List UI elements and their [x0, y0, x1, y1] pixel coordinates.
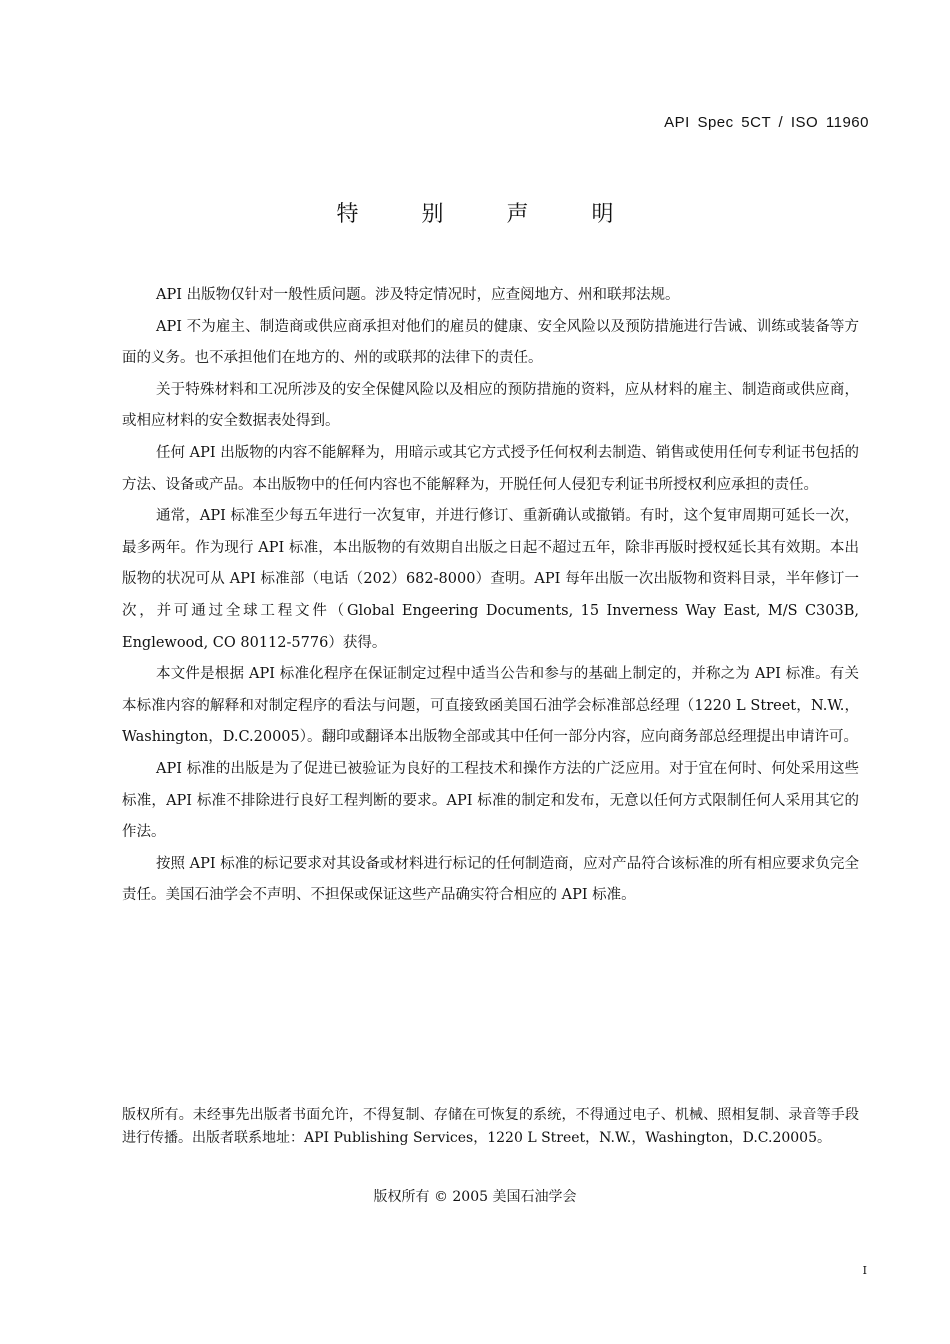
document-reference: API Spec 5CT / ISO 11960 [664, 114, 869, 131]
paragraph-marking-responsibility: 按照 API 标准的标记要求对其设备或材料进行标记的任何制造商，应对产品符合该标准的所有相应要求负完全责任。美国石油学会不声明、不担保或保证这些产品确实符合相应的 API 标准。 [122, 855, 859, 904]
page-title: 特 别 声 明 [336, 202, 642, 227]
paragraph-regulations: API 出版物仅针对一般性质问题。涉及特定情况时，应查阅地方、州和联邦法规。 [156, 287, 680, 303]
paragraph-patent-rights: 任何 API 出版物的内容不能解释为，用暗示或其它方式授予任何权利去制造、销售或使用任何专利证书包括的方法、设备或产品。本出版物中的任何内容也不能解释为，开脱任何人侵犯专利证书所授权利应承担的责任。 [122, 444, 859, 493]
copyright-line: 版权所有 © 2005 美国石油学会 [373, 1189, 577, 1205]
statement-body [122, 280, 859, 912]
paragraph-employer-obligations: API 不为雇主、制造商或供应商承担对他们的雇员的健康、安全风险以及预防措施进行告诫、训练或装备等方面的义务。也不承担他们在地方的、州的或联邦的法律下的责任。 [122, 318, 859, 367]
paragraph-engineering-judgment: API 标准的出版是为了促进已被验证为良好的工程技术和操作方法的广泛应用。对于宜在何时、何处采用这些标准，API 标准不排除进行良好工程判断的要求。API 标准的制定和发布，无意以任何方式限制任何人采用其它的作法。 [122, 760, 859, 841]
page-number: I [862, 1264, 867, 1277]
copyright-notice: 版权所有。未经事先出版者书面允许，不得复制、存储在可恢复的系统，不得通过电子、机械、照相复制、录音等手段进行传播。出版者联系地址：API Publishing Services，1220 L Street，N.W.，Washington，D.C.20005。 [122, 1107, 859, 1146]
paragraph-standardization-procedure: 本文件是根据 API 标准化程序在保证制定过程中适当公告和参与的基础上制定的，并称之为 API 标准。有关本标准内容的解释和对制定程序的看法与问题，可直接致函美国石油学会标准部总经理（1220 L Street，N.W.，Washington，D.C.20005）。翻印或翻译本出版物全部或其中任何一部分内容，应向商务部总经理提出申请许可。 [122, 666, 859, 746]
copyright-notice-block [122, 1104, 859, 1150]
paragraph-review-cycle: 通常，API 标准至少每五年进行一次复审，并进行修订、重新确认或撤销。有时，这个复审周期可延长一次，最多两年。作为现行 API 标准，本出版物的有效期自出版之日起不超过五年，除非再版时授权延长其有效期。本出版物的状况可从 API 标准部（电话（202）682-8000）查明。API 每年出版一次出版物和资料目录，半年修订一次，并可通过全球工程文件（Global Engeering Documents, 15 Inverness Way East, M/S C303B, Englewood, CO 80112-5776）获得。 [122, 508, 859, 651]
paragraph-safety-data: 关于特殊材料和工况所涉及的安全保健风险以及相应的预防措施的资料，应从材料的雇主、制造商或供应商，或相应材料的安全数据表处得到。 [122, 381, 859, 430]
